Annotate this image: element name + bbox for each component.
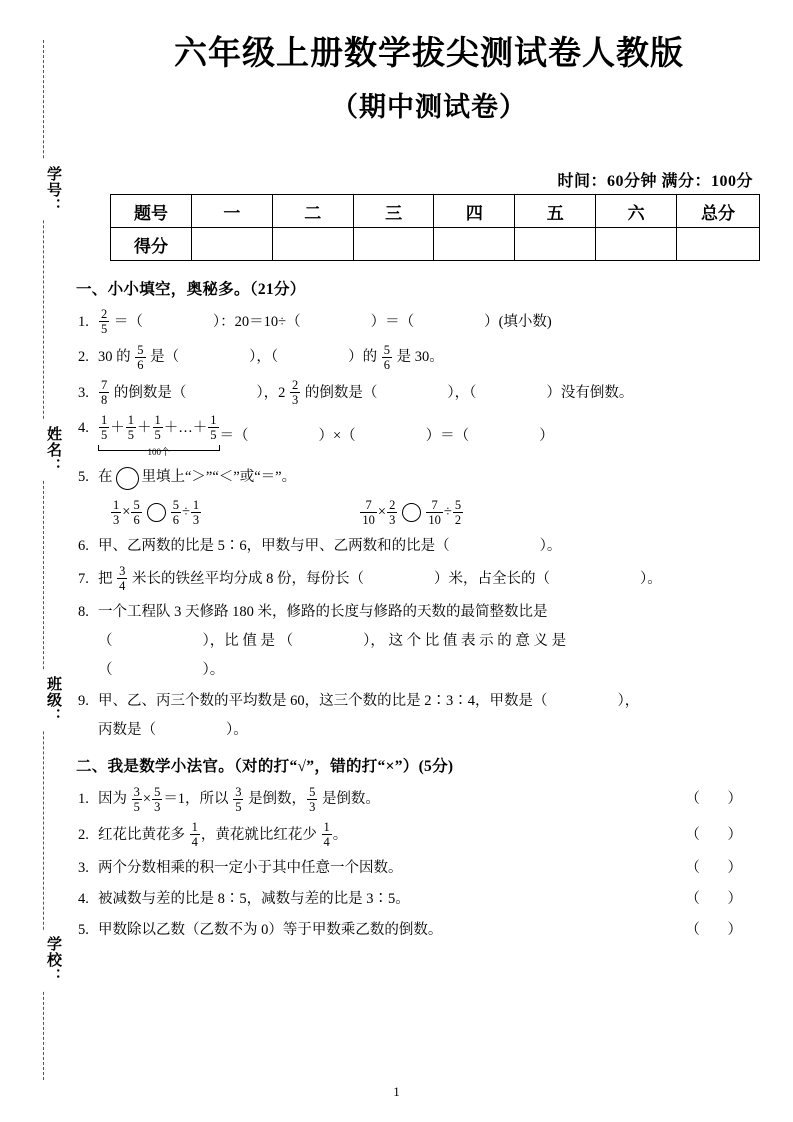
underbrace-label: 100个 xyxy=(147,446,170,457)
question-2-3: 3. 两个分数相乘的积一定小于其中任意一个因数。 （ ） xyxy=(76,854,766,883)
score-cell[interactable] xyxy=(515,228,596,261)
question-number: 2. xyxy=(78,349,89,366)
rail-label-class: 班级： xyxy=(22,670,64,730)
fraction-3-4: $\frac{3}{4}$ xyxy=(119,564,126,594)
exam-body xyxy=(76,272,766,947)
rail-label-school: 学校： xyxy=(22,930,64,990)
question-number: 5. xyxy=(78,922,89,939)
score-cell[interactable] xyxy=(192,228,273,261)
question-number: 3. xyxy=(78,860,89,877)
question-number: 1. xyxy=(78,314,89,331)
question-1-5-compare-row: $\frac{1}{3}$ × $\frac{5}{6}$ $\frac{5}{6}$ ÷ $\frac{1}{3}$ $\frac{7}{10}$ × $\frac{2}{3}$ $\frac{7}{10}$ ÷ $\frac{5}{2}$ xyxy=(113,497,462,527)
question-1-5: 5. 在 里填上“＞”“＜”或“＝”。 xyxy=(76,463,766,492)
question-1-6: 6. 甲、乙两数的比是 5∶6，甲数与甲、乙两数和的比是（ ）。 xyxy=(76,532,766,561)
score-table-header-cell: 四 xyxy=(434,195,515,228)
left-margin-rail xyxy=(24,40,64,1080)
compare-circle-1[interactable] xyxy=(147,503,166,522)
question-number: 3. xyxy=(78,384,89,401)
score-cell[interactable] xyxy=(272,228,353,261)
question-1-3: 3. $\frac{7}{8}$ 的倒数是（ ），2 $\frac{2}{3}$ 的倒数是（ ），（ ）没有倒数。 xyxy=(76,377,766,410)
fraction-5-6: $\frac{5}{6}$ xyxy=(137,342,144,372)
score-table-header-row xyxy=(111,195,760,228)
score-table xyxy=(110,194,760,261)
fraction-2-5: $\frac{2}{5}$ xyxy=(101,307,108,337)
question-1-7: 7. 把 $\frac{3}{4}$ 米长的铁丝平均分成 8 份，每份长（ ）米，占全长的（ ）。 xyxy=(76,563,766,596)
question-number: 7. xyxy=(78,571,89,588)
score-cell-total[interactable] xyxy=(677,228,760,261)
question-2-2: 2. 红花比黄花多 $\frac{1}{4}$ ，黄花就比红花少 $\frac{1}{4}$ 。 （ ） xyxy=(76,819,766,852)
question-number: 1. xyxy=(78,791,89,808)
question-number: 6. xyxy=(78,538,89,555)
question-1-2: 2. 30 的 $\frac{5}{6}$ 是（ ），（ ）的 $\frac{5}{6}$ 是 30。 xyxy=(76,341,766,374)
circle-blank-icon xyxy=(116,467,139,490)
score-table-row-label: 得分 xyxy=(111,228,192,261)
judge-answer-blank[interactable]: （ ） xyxy=(685,826,754,843)
page-title: 六年级上册数学拔尖测试卷人教版 xyxy=(174,36,684,72)
question-1-8: 8. 一个工程队 3 天修路 180 米，修路的长度与修路的天数的最简整数比是 （ ），比 值 是 （ ）， 这 个 比 值 表 示 的 意 义 是 （ ）。 xyxy=(76,598,766,685)
question-number: 2. xyxy=(78,826,89,843)
question-number: 8. xyxy=(78,604,89,621)
title-block xyxy=(84,34,774,124)
question-1-4: 4. $\frac{1}{5}$ ＋ $\frac{1}{5}$ ＋ $\frac{1}{5}$ ＋…＋ $\frac{1}{5}$ 100个 ＝（ ）×（ ）＝（ ） xyxy=(76,412,766,461)
question-2-5: 5. 甲数除以乙数（乙数不为 0）等于甲数乘乙数的倒数。 （ ） xyxy=(76,916,766,945)
score-table-header-cell: 题号 xyxy=(111,195,192,228)
score-cell[interactable] xyxy=(434,228,515,261)
fraction-2-3: $\frac{2}{3}$ xyxy=(292,377,299,407)
judge-answer-blank[interactable]: （ ） xyxy=(685,791,754,808)
score-table-header-cell: 五 xyxy=(515,195,596,228)
score-table-header-cell: 总分 xyxy=(677,195,760,228)
section-heading-2: 二、我是数学小法官。（对的打“√”，错的打“×”）(5分) xyxy=(76,758,454,776)
score-table-row xyxy=(111,228,760,261)
question-1-9: 9. 甲、乙、丙三个数的平均数是 60，这三个数的比是 2∶3∶4，甲数是（ ）， 丙数是（ ）。 xyxy=(76,687,766,745)
section-heading-1: 一、小小填空，奥秘多。（21分） xyxy=(76,281,306,298)
judge-answer-blank[interactable]: （ ） xyxy=(685,922,754,939)
question-1-1: 1. $\frac{2}{5}$ ＝（ ）：20＝10÷（ ）＝（ ）(填小数) xyxy=(76,306,766,339)
question-2-1: 1. 因为 $\frac{3}{5}$ × $\frac{5}{3}$ ＝1，所以 $\frac{3}{5}$ 是倒数， $\frac{5}{3}$ 是倒数。 （ ） xyxy=(76,783,766,816)
judge-answer-blank[interactable]: （ ） xyxy=(685,891,754,908)
score-cell[interactable] xyxy=(353,228,434,261)
fraction-7-8: $\frac{7}{8}$ xyxy=(101,377,108,407)
question-number: 4. xyxy=(78,891,89,908)
exam-meta: 时间：60分钟 满分：100分 xyxy=(557,173,753,190)
score-table-header-cell: 二 xyxy=(272,195,353,228)
rail-label-student-id: 学号： xyxy=(22,160,64,220)
score-table-header-cell: 一 xyxy=(192,195,273,228)
question-2-4: 4. 被减数与差的比是 8∶5，减数与差的比是 3∶5。 （ ） xyxy=(76,885,766,914)
question-number: 5. xyxy=(78,469,89,486)
judge-answer-blank[interactable]: （ ） xyxy=(685,860,754,877)
question-number: 4. xyxy=(78,420,89,437)
score-table-header-cell: 三 xyxy=(353,195,434,228)
page-number: 1 xyxy=(393,1084,400,1099)
rail-label-name: 姓名： xyxy=(22,420,64,480)
repeated-sum-group: $\frac{1}{5}$ ＋ $\frac{1}{5}$ ＋ $\frac{1}{5}$ ＋…＋ $\frac{1}{5}$ 100个 xyxy=(98,412,220,461)
fraction-5-6: $\frac{5}{6}$ xyxy=(383,342,390,372)
score-table-header-cell: 六 xyxy=(596,195,677,228)
page-subtitle: （期中测试卷） xyxy=(331,92,527,123)
question-number: 9. xyxy=(78,693,89,710)
score-cell[interactable] xyxy=(596,228,677,261)
compare-circle-2[interactable] xyxy=(402,503,421,522)
